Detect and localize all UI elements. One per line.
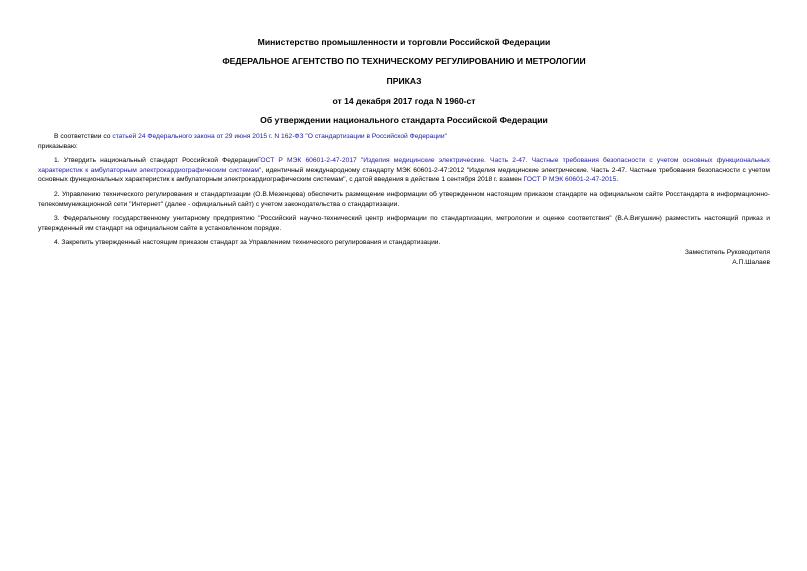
item-1-suffix: . bbox=[616, 176, 619, 184]
item-1-paragraph bbox=[38, 156, 770, 185]
intro-prefix: В соответствии со bbox=[54, 133, 113, 140]
order-word: приказываю: bbox=[38, 142, 78, 150]
subject-heading: Об утверждении национального стандарта Российской Федерации bbox=[260, 115, 548, 125]
intro-paragraph bbox=[38, 132, 770, 142]
agency-heading: ФЕДЕРАЛЬНОЕ АГЕНТСТВО ПО ТЕХНИЧЕСКОМУ РЕГУЛИРОВАНИЮ И МЕТРОЛОГИИ bbox=[222, 56, 586, 66]
item-3-paragraph: 3. Федеральному государственному унитарному предприятию "Российский научно-технический центр информации по стандартизации, метрологии и оценке соответствия" (В.А.Вигушкин) разместить настоящий приказ и утвержденный им стандарт на официальном сайте в установленном порядке. bbox=[38, 215, 770, 232]
date-number-heading: от 14 декабря 2017 года N 1960-ст bbox=[332, 96, 476, 106]
item-2-paragraph: 2. Управлению технического регулирования и стандартизации (О.В.Мезенцева) обеспечить размещение информации об утвержденном настоящим приказом стандарте на официальном сайте Росстандарта в информационно-телекоммуникационной сети "Интернет" (далее - официальный сайт) с учетом законодательства о стандартизации. bbox=[38, 190, 770, 208]
doc-type-heading: ПРИКАЗ bbox=[386, 76, 422, 86]
signatory-name: А.П.Шалаев bbox=[732, 259, 770, 266]
ministry-heading: Министерство промышленности и торговли Российской Федерации bbox=[257, 37, 551, 47]
replaced-standard-link[interactable]: ГОСТ Р МЭК 60601-2-47-2015 bbox=[523, 176, 617, 184]
signatory-position: Заместитель Руководителя bbox=[684, 249, 770, 256]
item-1-middle: , идентичный международному стандарту МЭК 60601-2-47:2012 "Изделия медицинские электрические. Часть 2-47. Частные требования безопасности с учетом основных функциональных характеристик к амбулаторным электрокардиографическим системам", с датой введения в действие 1 сентября 2018 г. взамен bbox=[38, 166, 770, 184]
document-body bbox=[38, 132, 770, 248]
item-4-paragraph: 4. Закрепить утвержденный настоящим приказом стандарт за Управлением технического регулирования и стандартизации. bbox=[54, 239, 441, 247]
law-link[interactable]: статьей 24 Федерального закона от 29 июня 2015 г. N 162-ФЗ "О стандартизации в Российской Федерации" bbox=[112, 133, 448, 140]
item-1-prefix: 1. Утвердить национальный стандарт Российской Федерации bbox=[54, 157, 258, 165]
standard-link[interactable]: ГОСТ Р МЭК 60601-2-47-2017 "Изделия медицинские электрические. Часть 2-47. Частные требования безопасности с учетом основных функциональных характеристик к амбулаторным электрокардиографическим системам" bbox=[38, 157, 770, 174]
